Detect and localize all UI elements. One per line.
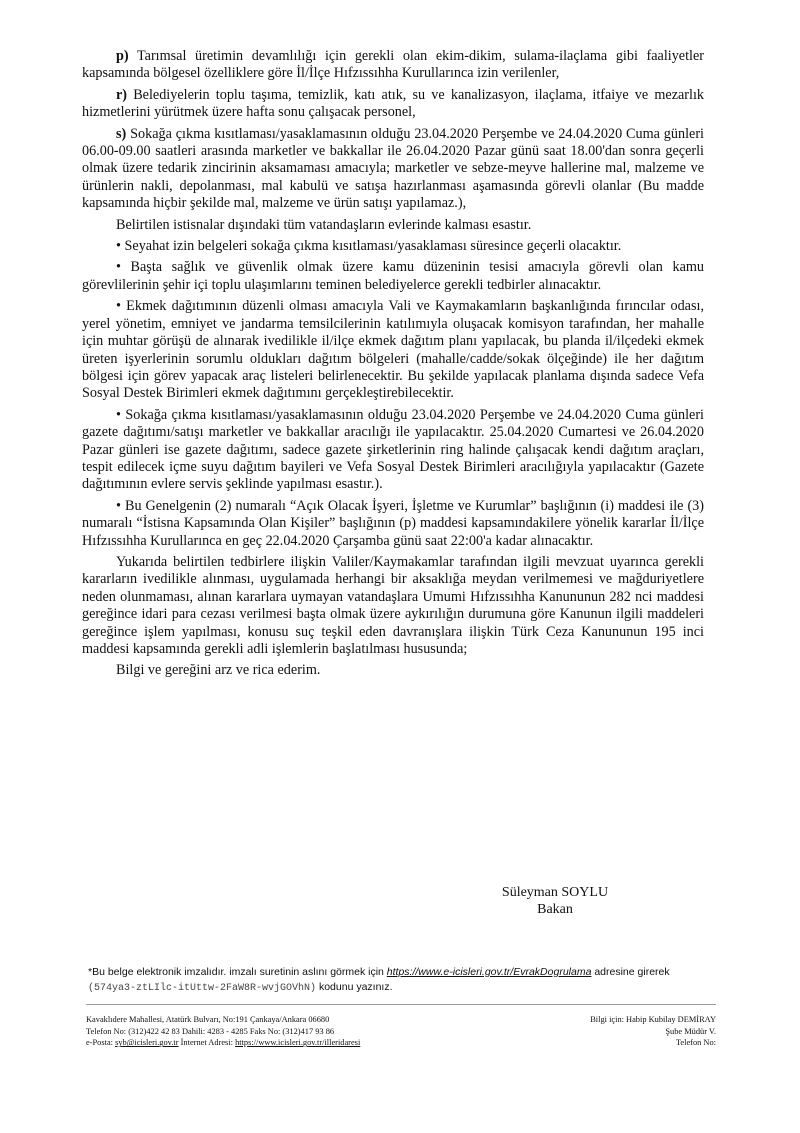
document-body [82, 48, 704, 684]
clause-r [82, 87, 704, 122]
footer-info-title: Şube Müdür V. [665, 1026, 716, 1036]
footer-info-contact: Bilgi için: Habip Kubilay DEMİRAY [590, 1015, 716, 1024]
clause-r-label: r) [116, 86, 128, 103]
email-link[interactable]: syb@icisleri.gov.tr [115, 1038, 179, 1048]
verification-link[interactable]: https://www.e-icisleri.gov.tr/EvrakDogrulama [386, 966, 592, 978]
e-signature-note [88, 965, 713, 996]
note-middle: adresine girerek [591, 966, 670, 978]
footer-address-block [86, 1014, 506, 1049]
note-prefix: *Bu belge elektronik imzalıdır. imzalı suretinin aslını görmek için [88, 966, 387, 978]
clause-s [82, 126, 704, 213]
exception-paragraph: Belirtilen istisnalar dışındaki tüm vatandaşların evlerinde kalması esastır. [116, 216, 532, 233]
footer-info-block [516, 1014, 716, 1049]
clause-s-text: Sokağa çıkma kısıtlaması/yasaklamasının olduğu 23.04.2020 Perşembe ve 24.04.2020 Cuma günleri 06.00-09.00 saatleri arasında marketler ve bakkallar ile 26.04.2020 Pazar günü saat 18.00'dan sonra geçerli olmak üzere tedarik zincirinin aksamaması amacıyla; marketler ve sebze-meyve hallerine mal, malzeme ve ürünlerin nakli, depolanması, mal kabulü ve satışa hazırlanması aşamasında görevli olanlar (Bu madde kapsamında hiçbir şekilde mal, malzeme ve ürün satışı yapılamaz.), [82, 125, 704, 212]
closing-paragraph: Yukarıda belirtilen tedbirlere ilişkin Valiler/Kaymakamlar tarafından ilgili mevzuat uyarınca gerekli kararların ivedilikle alınması, uygulamada herhangi bir aksaklığa meydan verilmemesi ve mağduriyetlere neden olunmaması, alınan kararlara uymayan vatandaşlara Umumi Hıfzıssıhha Kanununun 282 nci maddesi gereğince idari para cezası verilmesi başta olmak üzere aykırılığın durumuna göre Kanunun ilgili maddeleri gereğince işlem yapılması, konusu suç teşkil eden davranışlara ilişkin Türk Ceza Kanununun 195 inci maddesi kapsamında gerekli adli işlemlerin başlatılması hususunda; [82, 553, 704, 657]
internet-label: İnternet Adresi: [178, 1038, 236, 1048]
bullet-newspaper-distribution: • Sokağa çıkma kısıtlaması/yasaklamasının olduğu 23.04.2020 Perşembe ve 24.04.2020 Cuma günleri gazete dağıtımı/satışı marketler ve bakkallar aracılığı ile yapılacaktır. 25.04.2020 Cumartesi ve 26.04.2020 Pazar günleri ise gazete dağıtımı, sadece gazete şirketlerinin ring halinde çalışacak kendi dağıtım araçları, tespit edilecek içme suyu dağıtım bayileri ve Vefa Sosyal Destek Birimleri aracılığıyla yapılacaktır (Gazete dağıtımının evlere servis şeklinde yapılması esastır.). [82, 406, 704, 493]
signatory-name: Süleyman SOYLU [501, 885, 609, 900]
clause-p-text: Tarımsal üretimin devamlılığı için gerekli olan ekim-dikim, sulama-ilaçlama gibi faaliyetler kapsamında bölgesel özelliklere göre İl/İlçe Hıfzıssıhha Kurullarınca izin verilenler, [82, 48, 704, 82]
closing-request: Bilgi ve gereğini arz ve rica ederim. [116, 662, 321, 679]
bullet-hygiene-decisions: • Bu Genelgenin (2) numaralı “Açık Olacak İşyeri, İşletme ve Kurumlar” başlığının (i) maddesi ile (3) numaralı “İstisna Kapsamında Olan Kişiler” başlığının (p) maddesi kapsamındakilere yönelik kararlar İl/İlçe Hıfzıssıhha Kurullarınca en geç 22.04.2020 Çarşamba günü saat 22:00'a kadar alınacaktır. [82, 497, 704, 549]
signatory-title: Bakan [537, 902, 573, 917]
clause-p [82, 48, 704, 83]
clause-p-label: p) [116, 48, 129, 64]
internet-link[interactable]: https://www.icisleri.gov.tr/illeridaresi [235, 1038, 361, 1048]
footer-divider [86, 1004, 716, 1005]
email-label: e-Posta: [86, 1038, 116, 1048]
bullet-travel-permits: • Seyahat izin belgeleri sokağa çıkma kısıtlaması/yasaklaması süresince geçerli olacaktır. [116, 238, 622, 255]
bullet-public-transport: • Başta sağlık ve güvenlik olmak üzere kamu düzeninin tesisi amacıyla görevli olan kamu görevlilerinin şehir içi toplu ulaşımlarını teminen belediyelerce gerekli tedbirler alınacaktır. [82, 259, 704, 293]
footer-phone: Telefon No: (312)422 42 83 Dahili: 4283 - 4285 Faks No: (312)417 93 86 [86, 1026, 335, 1036]
footer-info-phone: Telefon No: [675, 1038, 716, 1048]
footer-contact-line [86, 1037, 506, 1049]
clause-s-label: s) [116, 125, 127, 142]
note-suffix: kodunu yazınız. [316, 981, 393, 993]
signature-block [470, 884, 640, 918]
clause-r-text: Belediyelerin toplu taşıma, temizlik, katı atık, su ve kanalizasyon, ilaçlama, itfaiye ve mezarlık hizmetlerini yürütmek üzere hafta sonu çalışacak personel, [82, 86, 704, 121]
bullet-bread-distribution: • Ekmek dağıtımının düzenli olması amacıyla Vali ve Kaymakamların başkanlığında fırıncılar odası, yerel yönetim, emniyet ve jandarma temsilcilerinin katılımıyla oluşacak komisyon tarafından, her mahalle için muhtar görüşü de alınarak ivedilikle il/ilçe ekmek dağıtım planı yapılacak, bu planda il/ilçedeki ekmek üreten işyerlerinin sorumlu oldukları dağıtım bölgeleri (mahalle/cadde/sokak ölçeğinde) ile her dağıtım bölgesi için görev yapacak araç listeleri belirlenecektir. Bu şekilde yapılacak planlama dışında sadece Vefa Sosyal Destek Birimleri ekmek dağıtımını gerçekleştirebilecektir. [82, 298, 704, 402]
footer-address: Kavaklıdere Mahallesi, Atatürk Bulvarı, No:191 Çankaya/Ankara 06680 [86, 1015, 330, 1024]
verification-code: (574ya3-ztLIlc-itUttw-2FaW8R-wvjGOVhN) [88, 983, 317, 994]
